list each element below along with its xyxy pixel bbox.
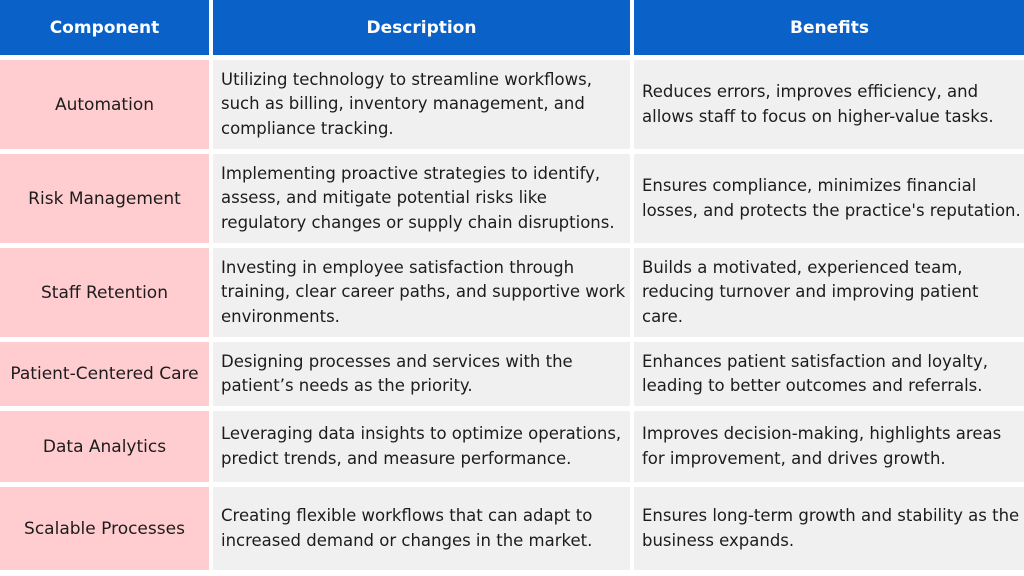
row-4-benefits-text: Enhances patient satisfaction and loyalty, leading to better outcomes and referrals. bbox=[642, 351, 989, 395]
header-description: Description bbox=[213, 0, 630, 55]
row-3-description-text: Investing in employee satisfaction through training, clear career paths, and supportive work environments. bbox=[221, 257, 626, 326]
header-component: Component bbox=[0, 0, 209, 55]
row-4-description bbox=[213, 342, 630, 406]
row-4-benefits bbox=[634, 342, 1024, 406]
row-2-description bbox=[213, 154, 630, 243]
row-5-description-text: Leveraging data insights to optimize operations, predict trends, and measure performance. bbox=[221, 424, 622, 468]
row-3-component: Staff Retention bbox=[0, 248, 209, 337]
row-5-benefits bbox=[634, 411, 1024, 482]
row-2-benefits bbox=[634, 154, 1024, 243]
row-6-description bbox=[213, 487, 630, 570]
row-1-description bbox=[213, 60, 630, 149]
row-3-description bbox=[213, 248, 630, 337]
row-6-benefits-text: Ensures long-term growth and stability as the business expands. bbox=[642, 506, 1020, 550]
row-5-benefits-text: Improves decision-making, highlights areas for improvement, and drives growth. bbox=[642, 424, 1002, 468]
row-1-benefits-text: Reduces errors, improves efficiency, and allows staff to focus on higher-value tasks. bbox=[642, 82, 994, 126]
row-6-benefits bbox=[634, 487, 1024, 570]
row-3-benefits bbox=[634, 248, 1024, 337]
row-4-component: Patient-Centered Care bbox=[0, 342, 209, 406]
row-1-benefits bbox=[634, 60, 1024, 149]
header-benefits: Benefits bbox=[634, 0, 1024, 55]
row-6-component: Scalable Processes bbox=[0, 487, 209, 570]
row-3-benefits-text: Builds a motivated, experienced team, reducing turnover and improving patient care. bbox=[642, 257, 979, 326]
row-2-benefits-text: Ensures compliance, minimizes financial losses, and protects the practice's reputation. bbox=[642, 176, 1021, 220]
row-1-component: Automation bbox=[0, 60, 209, 149]
row-5-component: Data Analytics bbox=[0, 411, 209, 482]
row-5-description bbox=[213, 411, 630, 482]
row-4-description-text: Designing processes and services with the patient’s needs as the priority. bbox=[221, 351, 573, 395]
row-6-description-text: Creating flexible workflows that can adapt to increased demand or changes in the market. bbox=[221, 506, 593, 550]
row-2-description-text: Implementing proactive strategies to identify, assess, and mitigate potential risks like regulatory changes or supply chain disruptions. bbox=[221, 163, 615, 232]
row-2-component: Risk Management bbox=[0, 154, 209, 243]
row-1-description-text: Utilizing technology to streamline workflows, such as billing, inventory management, and compliance tracking. bbox=[221, 69, 592, 138]
